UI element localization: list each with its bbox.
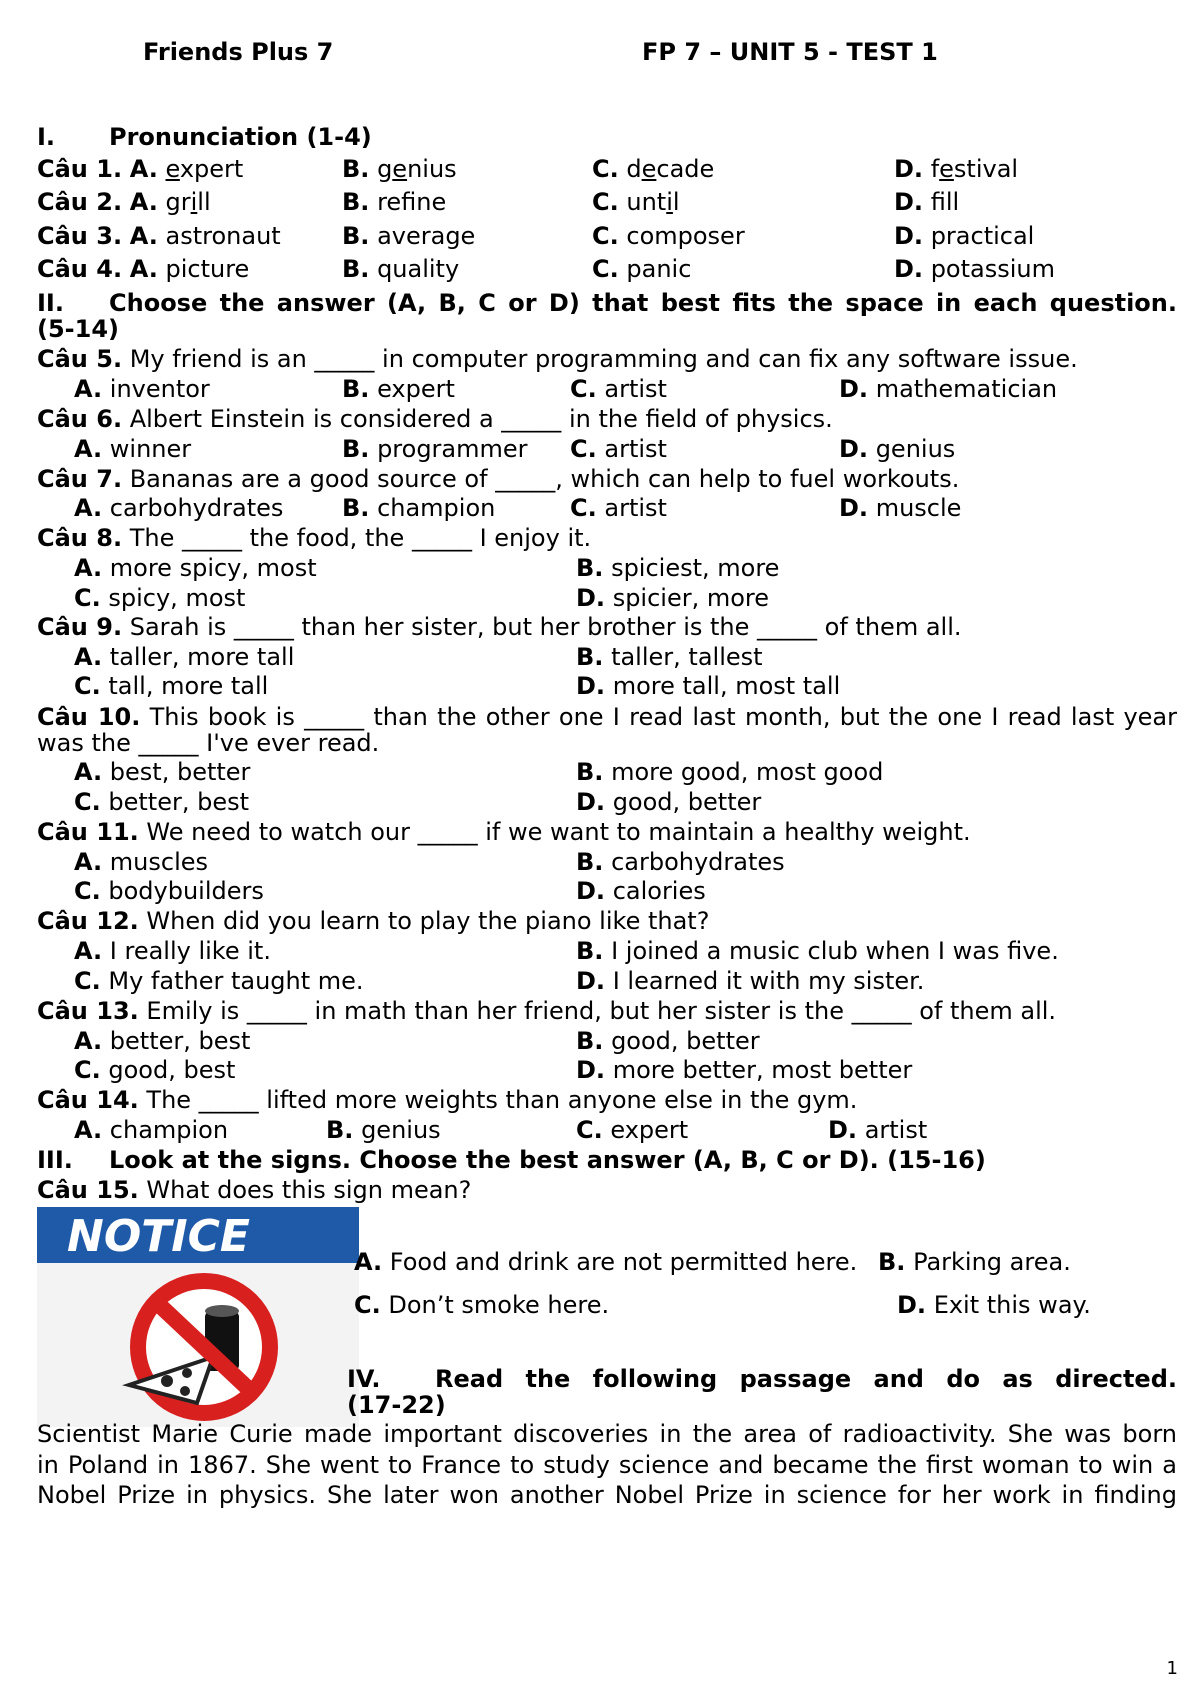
question-10-continued: was the _____ I've ever read.: [37, 729, 380, 757]
section-4-range: (17-22): [347, 1391, 446, 1419]
question-8: Câu 8. The _____ the food, the _____ I enjoy it.: [37, 524, 592, 552]
question-13: Câu 13. Emily is _____ in math than her friend, but her sister is the _____ of them all.: [37, 997, 1057, 1025]
question-9: Câu 9. Sarah is _____ than her sister, but her brother is the _____ of them all.: [37, 613, 962, 641]
section-4-heading: IV. Read the following passage and do as directed.: [347, 1365, 1177, 1393]
passage-line-3: Nobel Prize in physics. She later won another Nobel Prize in science for her work in finding: [37, 1481, 1177, 1509]
section-2-range: (5-14): [37, 315, 119, 343]
passage-line-2: in Poland in 1867. She went to France to study science and became the first woman to win a: [37, 1451, 1177, 1479]
question-7: Câu 7. Bananas are a good source of _____, which can help to fuel workouts.: [37, 465, 960, 493]
question-6: Câu 6. Albert Einstein is considered a _____ in the field of physics.: [37, 405, 833, 433]
section-1-heading: I. Pronunciation (1-4): [37, 123, 372, 151]
header-book-title: Friends Plus 7: [143, 38, 334, 66]
question-11: Câu 11. We need to watch our _____ if we want to maintain a healthy weight.: [37, 818, 971, 846]
question-5: Câu 5. My friend is an _____ in computer programming and can fix any software issue.: [37, 345, 1078, 373]
notice-sign-image: [37, 1207, 359, 1427]
passage-line-1: Scientist Marie Curie made important discoveries in the area of radioactivity. She was born: [37, 1420, 1177, 1448]
question-14: Câu 14. The _____ lifted more weights than anyone else in the gym.: [37, 1086, 858, 1114]
section-2-heading: II. Choose the answer (A, B, C or D) that best fits the space in each question.: [37, 289, 1177, 317]
page-header: [37, 38, 1177, 72]
page-number: 1: [1166, 1658, 1178, 1679]
question-15: Câu 15. What does this sign mean?: [37, 1176, 472, 1204]
notice-label: NOTICE: [67, 1211, 250, 1262]
header-test-title: FP 7 – UNIT 5 - TEST 1: [642, 38, 938, 66]
question-10: Câu 10. This book is _____ than the other one I read last month, but the one I read last year: [37, 703, 1178, 731]
section-3-heading: III. Look at the signs. Choose the best answer (A, B, C or D). (15-16): [37, 1146, 986, 1174]
question-12: Câu 12. When did you learn to play the piano like that?: [37, 907, 710, 935]
